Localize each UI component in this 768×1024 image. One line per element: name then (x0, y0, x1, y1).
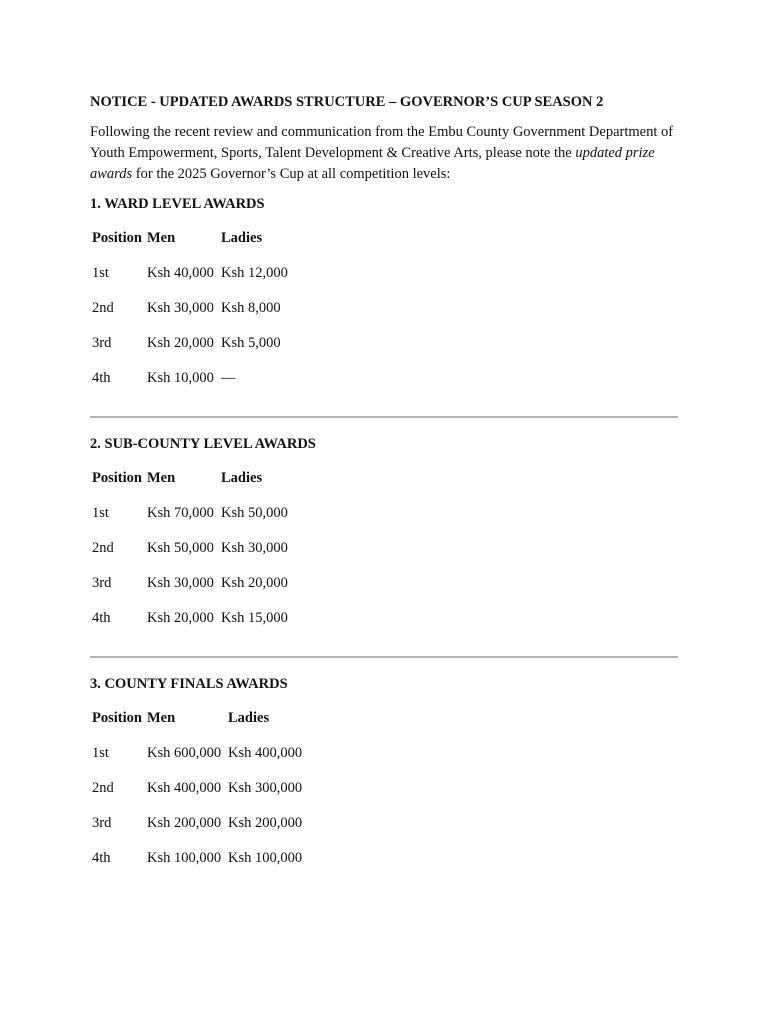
column-header-men: Men (147, 710, 176, 726)
men-prize-cell: Ksh 40,000 (147, 265, 214, 281)
men-prize-cell: Ksh 20,000 (147, 335, 214, 351)
position-cell: 2nd (92, 540, 114, 556)
intro-text-after: for the 2025 Governor’s Cup at all competition levels: (132, 166, 451, 182)
section-divider (90, 656, 678, 658)
table-row (92, 496, 288, 531)
table-row (92, 601, 288, 636)
county-finals-section (90, 674, 680, 876)
notice-intro (90, 122, 680, 185)
column-header-ladies: Ladies (228, 710, 270, 726)
column-header-ladies: Ladies (221, 230, 263, 246)
men-prize-cell: Ksh 10,000 (147, 370, 214, 386)
position-cell: 1st (92, 505, 109, 521)
column-header-ladies: Ladies (221, 470, 263, 486)
ladies-prize-cell: Ksh 15,000 (221, 610, 288, 626)
section-divider (90, 416, 678, 418)
men-prize-cell: Ksh 100,000 (147, 850, 222, 866)
position-cell: 3rd (92, 815, 112, 831)
position-cell: 1st (92, 265, 109, 281)
sub-county-awards-table (89, 461, 291, 636)
section-heading: 3. COUNTY FINALS AWARDS (90, 676, 288, 692)
position-cell: 1st (92, 745, 109, 761)
intro-text-italic: updated prize awards (90, 145, 655, 182)
position-cell: 4th (92, 850, 111, 866)
column-header-position: Position (92, 710, 142, 726)
men-prize-cell: Ksh 20,000 (147, 610, 214, 626)
ladies-prize-cell: Ksh 400,000 (228, 745, 303, 761)
table-header-row (92, 221, 288, 256)
notice-document (90, 92, 680, 876)
ward-level-section (90, 194, 680, 396)
section-heading: 1. WARD LEVEL AWARDS (90, 196, 265, 212)
ward-awards-table (89, 221, 291, 396)
table-row (92, 256, 288, 291)
men-prize-cell: Ksh 30,000 (147, 300, 214, 316)
position-cell: 4th (92, 370, 111, 386)
men-prize-cell: Ksh 600,000 (147, 745, 222, 761)
table-row (92, 291, 288, 326)
column-header-men: Men (147, 230, 176, 246)
men-prize-cell: Ksh 50,000 (147, 540, 214, 556)
ladies-prize-cell: Ksh 300,000 (228, 780, 303, 796)
column-header-position: Position (92, 470, 142, 486)
table-row (92, 326, 288, 361)
table-row (92, 771, 302, 806)
men-prize-cell: Ksh 30,000 (147, 575, 214, 591)
men-prize-cell: Ksh 400,000 (147, 780, 222, 796)
position-cell: 3rd (92, 575, 112, 591)
ladies-prize-cell: Ksh 5,000 (221, 335, 281, 351)
ladies-prize-cell: Ksh 20,000 (221, 575, 288, 591)
section-heading: 2. SUB-COUNTY LEVEL AWARDS (90, 436, 316, 452)
ladies-prize-cell: — (221, 370, 236, 386)
men-prize-cell: Ksh 200,000 (147, 815, 222, 831)
column-header-men: Men (147, 470, 176, 486)
ladies-prize-cell: Ksh 12,000 (221, 265, 288, 281)
column-header-position: Position (92, 230, 142, 246)
table-row (92, 531, 288, 566)
notice-title: NOTICE - UPDATED AWARDS STRUCTURE – GOVERNOR’S CUP SEASON 2 (90, 94, 604, 110)
ladies-prize-cell: Ksh 100,000 (228, 850, 303, 866)
table-row (92, 806, 302, 841)
position-cell: 2nd (92, 780, 114, 796)
position-cell: 3rd (92, 335, 112, 351)
position-cell: 2nd (92, 300, 114, 316)
table-row (92, 841, 302, 876)
table-row (92, 361, 288, 396)
table-row (92, 736, 302, 771)
sub-county-level-section (90, 434, 680, 636)
county-finals-awards-table (89, 701, 305, 876)
men-prize-cell: Ksh 70,000 (147, 505, 214, 521)
table-header-row (92, 461, 288, 496)
position-cell: 4th (92, 610, 111, 626)
ladies-prize-cell: Ksh 200,000 (228, 815, 303, 831)
ladies-prize-cell: Ksh 50,000 (221, 505, 288, 521)
ladies-prize-cell: Ksh 8,000 (221, 300, 281, 316)
ladies-prize-cell: Ksh 30,000 (221, 540, 288, 556)
table-row (92, 566, 288, 601)
intro-text-before: Following the recent review and communication from the Embu County Government Department of Youth Empowerment, Sports, Talent Development & Creative Arts, please note the (90, 124, 674, 161)
table-header-row (92, 701, 302, 736)
